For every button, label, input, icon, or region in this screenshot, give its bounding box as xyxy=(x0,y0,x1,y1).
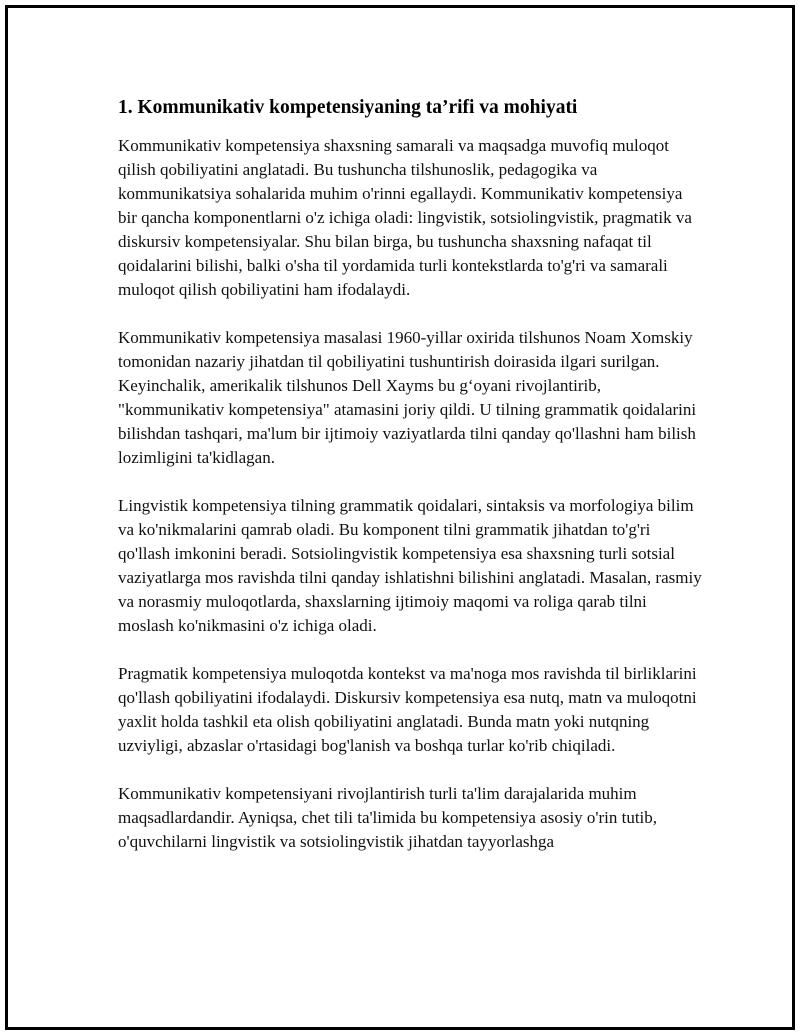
paragraph-history: Kommunikativ kompetensiya masalasi 1960-yillar oxirida tilshunos Noam Xomskiy tomonidan nazariy jihatdan til qobiliyatini tushuntirish doirasida ilgari surilgan. Keyinchalik, amerikalik tilshunos Dell Xayms bu g‘oyani rivojlantirib, "kommunikativ kompetensiya" atamasini joriy qildi. U tilning grammatik qoidalarini bilishdan tashqari, ma'lum bir ijtimoiy vaziyatlarda tilni qanday qo'llashni ham bilish lozimligini ta'kidlagan. xyxy=(118,328,697,467)
document-page xyxy=(5,5,795,1030)
paragraph-definition: Kommunikativ kompetensiya shaxsning samarali va maqsadga muvofiq muloqot qilish qobiliyatini anglatadi. Bu tushuncha tilshunoslik, pedagogika va kommunikatsiya sohalarida muhim o'rinni egallaydi. Kommunikativ kompetensiya bir qancha komponentlarni o'z ichiga oladi: lingvistik, sotsiolingvistik, pragmatik va diskursiv kompetensiyalar. Shu bilan birga, bu tushuncha shaxsning nafaqat til qoidalarini bilishi, balki o'sha til yordamida turli kontekstlarda to'g'ri va samarali muloqot qilish qobiliyatini ham ifodalaydi. xyxy=(118,136,692,299)
paragraph-development: Kommunikativ kompetensiyani rivojlantirish turli ta'lim darajalarida muhim maqsadlardandir. Ayniqsa, chet tili ta'limida bu kompetensiya asosiy o'rin tutib, o'quvchilarni lingvistik va sotsiolingvistik jihatdan tayyorlashga xyxy=(118,784,658,851)
document-body xyxy=(118,94,704,878)
section-heading: 1. Kommunikativ kompetensiyaning ta’rifi va mohiyati xyxy=(118,97,578,118)
paragraph-pragmatic-discursive: Pragmatik kompetensiya muloqotda kontekst va ma'noga mos ravishda til birliklarini qo'llash qobiliyatini ifodalaydi. Diskursiv kompetensiya esa nutq, matn va muloqotni yaxlit holda tashkil eta olish qobiliyatini anglatadi. Bunda matn yoki nutqning uzviyligi, abzaslar o'rtasidagi bog'lanish va boshqa turlar ko'rib chiqiladi. xyxy=(118,664,697,755)
paragraph-linguistic-sociolinguistic: Lingvistik kompetensiya tilning grammatik qoidalari, sintaksis va morfologiya bilim va ko'nikmalarini qamrab oladi. Bu komponent tilni grammatik jihatdan to'g'ri qo'llash imkonini beradi. Sotsiolingvistik kompetensiya esa shaxsning turli sotsial vaziyatlarga mos ravishda tilni qanday ishlatishni bilishini anglatadi. Masalan, rasmiy va norasmiy muloqotlarda, shaxslarning ijtimoiy maqomi va roliga qarab tilni moslash ko'nikmasini o'z ichiga oladi. xyxy=(118,496,702,635)
